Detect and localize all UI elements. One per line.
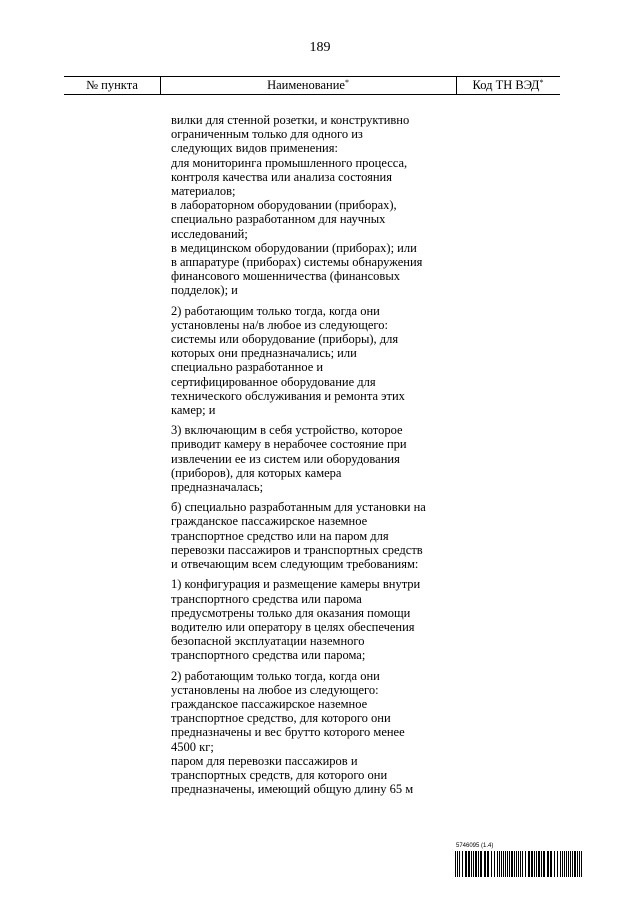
barcode-bar [494, 851, 495, 877]
barcode-bar [562, 851, 563, 877]
text-line: и отвечающим всем следующим требованиям: [171, 557, 419, 572]
barcode-bar [557, 851, 558, 877]
barcode-bar [581, 851, 582, 877]
barcode-bar [520, 851, 521, 877]
text-line: финансового мошенничества (финансовых [171, 269, 400, 284]
barcode-bar [457, 851, 458, 877]
text-line: специально разработанное и [171, 360, 324, 375]
paragraph [171, 304, 441, 418]
barcode-bar [511, 851, 513, 877]
barcode-bar [503, 851, 504, 877]
text-line: системы или оборудование (приборы), для [171, 332, 399, 347]
barcode-bar [471, 851, 472, 877]
text-line: предназначены и вес брутто которого менее [171, 725, 405, 740]
text-line: подделок); и [171, 283, 238, 298]
text-line: 3) включающим в себя устройство, которое [171, 423, 403, 438]
barcode-bar [507, 851, 508, 877]
text-line: паром для перевозки пассажиров и [171, 753, 358, 768]
text-line: технического обслуживания и ремонта этих [171, 388, 405, 403]
barcode-number: 5746095 (1.4) [456, 843, 494, 849]
barcode-bar [478, 851, 479, 877]
barcode-bar [522, 851, 523, 877]
barcode-bar [538, 851, 540, 877]
paragraph [171, 577, 441, 662]
text-line: вилки для стенной розетки, и конструктивно [171, 113, 410, 127]
text-line: контроля качества или анализа состояния [171, 169, 392, 184]
text-line: для мониторинга промышленного процесса, [171, 155, 408, 170]
barcode-bar [497, 851, 498, 877]
document-body [171, 113, 441, 802]
text-line: приводит камеру в нерабочее состояние при [171, 437, 407, 452]
barcode-bar [566, 851, 567, 877]
page-number: 189 [309, 40, 331, 55]
barcode-bar [560, 851, 561, 877]
text-line: гражданское пассажирское наземное [171, 514, 368, 529]
barcode-bar [547, 851, 549, 877]
barcode-bar [473, 851, 474, 877]
text-line: 4500 кг; [171, 739, 214, 754]
barcode-bar [491, 851, 492, 877]
text-line: 2) работающим только тогда, когда они [171, 668, 380, 683]
text-line: предусмотрены только для оказания помощи [171, 605, 411, 620]
paragraph [171, 423, 441, 494]
barcode-bar [531, 851, 533, 877]
text-line: (приборов), для которых камера [171, 465, 342, 480]
text-line: предназначалась; [171, 480, 264, 495]
text-line: камер; и [171, 403, 216, 418]
barcode-bar [465, 851, 467, 877]
barcode-bar [475, 851, 477, 877]
text-line: в аппаратуре (приборах) системы обнаружения [171, 255, 423, 270]
text-line: материалов; [171, 184, 236, 199]
text-line: извлечении ее из систем или оборудования [171, 451, 400, 466]
text-line: в лабораторном оборудовании (приборах), [171, 198, 397, 213]
barcode-bar [554, 851, 555, 877]
barcode-bar [516, 851, 517, 877]
barcode-bar [525, 851, 526, 877]
text-line: водителю или оператору в целях обеспечения [171, 619, 415, 634]
text-line: установлены на/в любое из следующего: [171, 317, 388, 332]
paragraph [171, 113, 441, 298]
text-line: ограниченным только для одного из [171, 127, 363, 142]
barcode-bar [572, 851, 573, 877]
barcode-bar [564, 851, 565, 877]
barcode-bar [577, 851, 578, 877]
text-line: б) специально разработанным для установки на [171, 500, 426, 515]
paragraph [171, 669, 441, 797]
barcode-bar [574, 851, 576, 877]
text-line: предназначены, имеющий общую длину 65 м [171, 782, 414, 797]
table-header [64, 76, 560, 95]
barcode-bar [505, 851, 506, 877]
barcode-bar [455, 851, 456, 877]
text-line: транспортных средств, для которого они [171, 767, 388, 782]
barcode-image [455, 851, 585, 877]
barcode-bar [499, 851, 500, 877]
text-line: гражданское пассажирское наземное [171, 696, 368, 711]
barcode-bar [468, 851, 470, 877]
barcode-bar [509, 851, 510, 877]
barcode-bar [518, 851, 519, 877]
text-line: 1) конфигурация и размещение камеры внутри [171, 577, 421, 592]
barcode-bar [528, 851, 530, 877]
barcode-bar [541, 851, 542, 877]
text-line: сертифицированное оборудование для [171, 374, 376, 389]
text-line: транспортное средство, для которого они [171, 711, 391, 726]
text-line: установлены на любое из следующего: [171, 682, 379, 697]
barcode-bar [501, 851, 502, 877]
header-code: Код ТН ВЭД* [472, 78, 544, 92]
barcode-bar [514, 851, 515, 877]
footnote-mark: * [539, 78, 544, 87]
text-line: которых они предназначались; или [171, 346, 357, 361]
footnote-mark: * [344, 78, 349, 87]
barcode-bar [534, 851, 535, 877]
barcode-bar [536, 851, 537, 877]
text-line: исследований; [171, 226, 248, 241]
barcode-bar [570, 851, 571, 877]
paragraph [171, 500, 441, 571]
barcode-bar [543, 851, 545, 877]
barcode-bar [459, 851, 460, 877]
barcode-bar [462, 851, 463, 877]
text-line: следующих видов применения: [171, 141, 338, 156]
barcode-bar [579, 851, 580, 877]
text-line: безопасной эксплуатации наземного [171, 634, 365, 649]
barcode-bar [484, 851, 486, 877]
text-line: транспортное средство или на паром для [171, 528, 389, 543]
text-line: транспортного средства или парома; [171, 648, 366, 663]
text-line: перевозки пассажиров и транспортных средств [171, 542, 423, 557]
barcode-bar [568, 851, 569, 877]
barcode-bar [480, 851, 482, 877]
barcode-bar [487, 851, 489, 877]
header-item-number: № пункта [86, 78, 138, 92]
text-line: специально разработанном для научных [171, 212, 386, 227]
text-line: в медицинском оборудовании (приборах); или [171, 240, 417, 255]
header-name: Наименование* [267, 78, 349, 92]
text-line: транспортного средства или парома [171, 591, 362, 606]
barcode-bar [550, 851, 552, 877]
text-line: 2) работающим только тогда, когда они [171, 303, 380, 318]
